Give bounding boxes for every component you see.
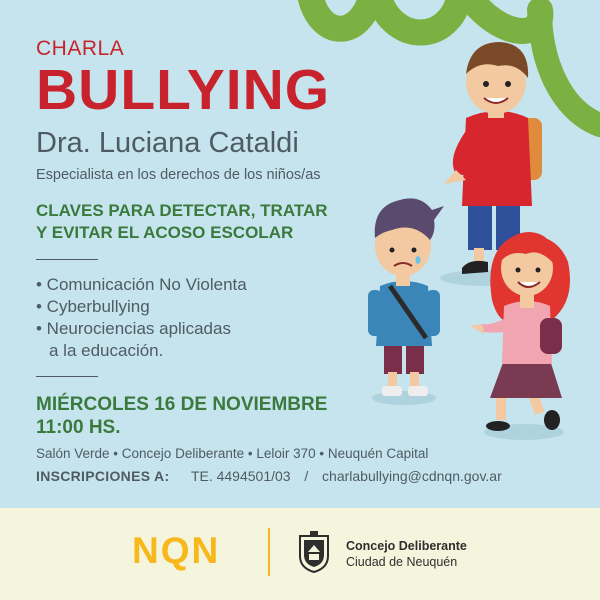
footer — [0, 508, 600, 600]
nqn-logo: NQN — [132, 530, 221, 571]
divider — [36, 259, 98, 260]
registration-separator: / — [304, 468, 309, 484]
registration-email: charlabullying@cdnqn.gov.ar — [322, 468, 502, 484]
subtitle-line: Y EVITAR EL ACOSO ESCOLAR — [36, 223, 294, 243]
registration-label: INSCRIPCIONES A: — [36, 468, 170, 484]
event-kicker: CHARLA — [36, 37, 125, 60]
registration-info — [36, 468, 502, 484]
event-time: 11:00 HS. — [36, 417, 121, 439]
subtitle-line: CLAVES PARA DETECTAR, TRATAR — [36, 201, 328, 220]
speaker-name: Dra. Luciana Cataldi — [36, 127, 299, 159]
speaker-role: Especialista en los derechos de los niños/as — [36, 167, 321, 183]
city-seal-icon — [296, 530, 332, 574]
event-subtitle — [36, 200, 328, 245]
event-venue: Salón Verde • Concejo Deliberante • Leloir 370 • Neuquén Capital — [36, 446, 429, 461]
org-name: Concejo Deliberante — [346, 539, 467, 553]
event-date: MIÉRCOLES 16 DE NOVIEMBRE — [36, 394, 328, 415]
divider — [36, 376, 98, 377]
event-datetime — [36, 393, 327, 439]
green-brush-stroke — [310, 0, 600, 125]
topic-item: • Cyberbullying — [36, 297, 150, 317]
topic-item: • Comunicación No Violenta — [36, 275, 247, 294]
footer-divider — [268, 528, 270, 576]
org-city: Ciudad de Neuquén — [346, 555, 458, 569]
topics-list — [36, 274, 247, 362]
registration-phone: TE. 4494501/03 — [190, 468, 291, 484]
sad-boy-figure — [368, 198, 444, 396]
topic-item-continuation: a la educación. — [49, 341, 164, 361]
event-title: BULLYING — [36, 58, 331, 122]
topic-item: • Neurociencias aplicadas — [36, 319, 231, 339]
